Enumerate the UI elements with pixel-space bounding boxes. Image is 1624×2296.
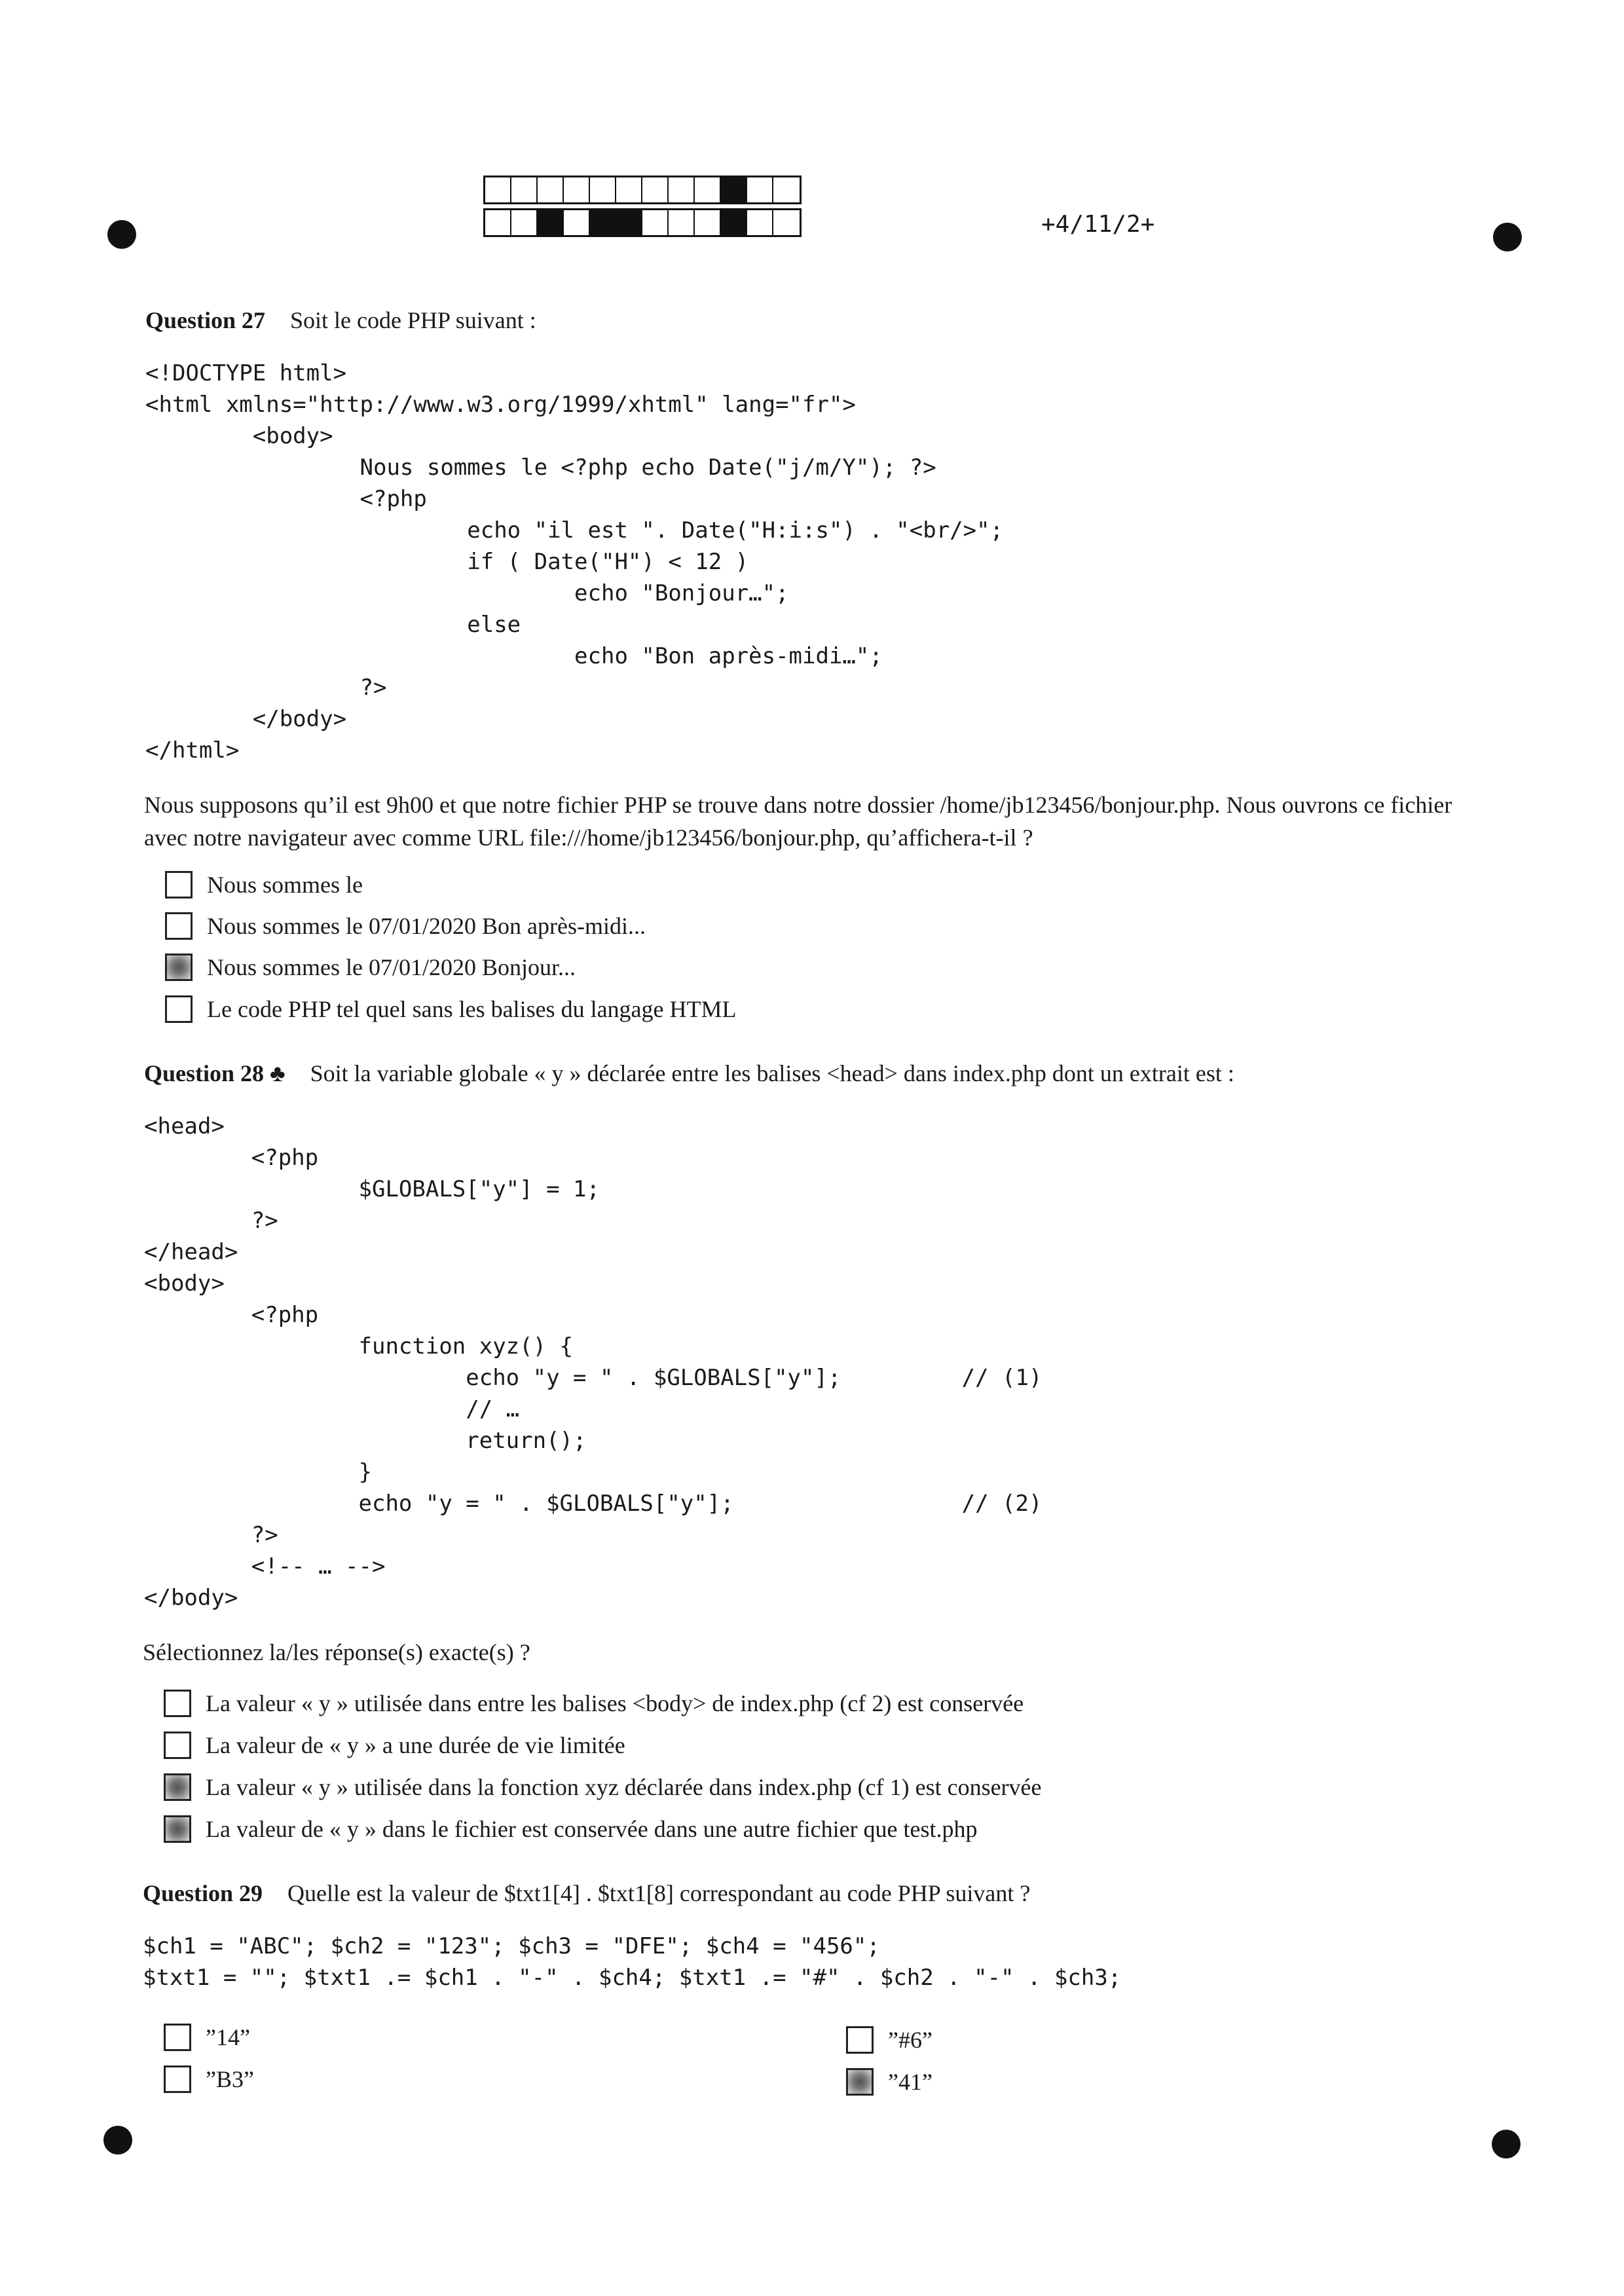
registration-mark-bottom-left	[103, 2126, 132, 2155]
q29-option-2[interactable]	[846, 2026, 932, 2054]
checkbox[interactable]	[165, 995, 193, 1023]
checkbox[interactable]	[164, 1773, 191, 1801]
q28-option-4[interactable]	[164, 1815, 978, 1843]
q27-option-1[interactable]	[165, 871, 363, 898]
q28-paragraph: Sélectionnez la/les réponse(s) exacte(s) ?	[143, 1639, 530, 1665]
option-label: La valeur « y » utilisée dans la fonction xyz déclarée dans index.php (cf 1) est conservée	[206, 1774, 1042, 1800]
code-bar-cell	[485, 177, 511, 202]
q28-option-3[interactable]	[164, 1773, 1042, 1801]
q29-option-1[interactable]	[164, 2024, 250, 2051]
option-label: La valeur de « y » a une durée de vie limitée	[206, 1732, 625, 1758]
q27-option-4[interactable]	[165, 995, 737, 1023]
q28-option-2[interactable]	[164, 1731, 625, 1759]
option-label: Nous sommes le	[207, 872, 363, 898]
q27-title	[145, 306, 536, 334]
q29-title	[143, 1879, 1030, 1907]
code-bar-cell	[511, 177, 538, 202]
code-bar-cell	[721, 210, 747, 235]
code-bar-cell	[538, 177, 564, 202]
code-bar-cell	[747, 210, 773, 235]
registration-mark-top-right	[1493, 223, 1522, 251]
q29-option-3[interactable]	[164, 2065, 254, 2093]
q27-option-3[interactable]	[165, 954, 576, 981]
code-bar-cell	[590, 177, 616, 202]
checkbox[interactable]	[846, 2068, 874, 2096]
code-bar-cell	[564, 177, 590, 202]
q29-number: Question 29	[143, 1880, 263, 1906]
option-label: ”41”	[888, 2069, 932, 2095]
option-label: La valeur « y » utilisée dans entre les balises <body> de index.php (cf 2) est conservée	[206, 1690, 1024, 1716]
code-bar-cell	[695, 177, 721, 202]
code-bar-cell	[773, 210, 800, 235]
q28-title	[144, 1060, 1234, 1087]
option-label: ”#6”	[888, 2027, 932, 2053]
registration-mark-bottom-right	[1492, 2130, 1521, 2158]
code-bar-cell	[695, 210, 721, 235]
code-bar-cell	[747, 177, 773, 202]
option-label: ”B3”	[206, 2066, 254, 2092]
checkbox[interactable]	[164, 1690, 191, 1717]
checkbox[interactable]	[165, 954, 193, 981]
q27-code: <!DOCTYPE html> <html xmlns="http://www.w3.org/1999/xhtml" lang="fr"> <body> Nous sommes le <?php echo Date("j/m/Y"); ?> <?php echo "il est ". Date("H:i:s") . "<br/>"; if ( Date("H") < 12 ) echo "Bonjour…"; else echo "Bon après-midi…"; ?> </body> </html>	[145, 360, 1004, 764]
q28-number: Question 28 ♣	[144, 1060, 286, 1086]
option-label: ”14”	[206, 2024, 250, 2050]
code-bar-cell	[642, 177, 669, 202]
q27-option-2[interactable]	[165, 912, 646, 940]
code-bar-cell	[538, 210, 564, 235]
option-label: Le code PHP tel quel sans les balises du langage HTML	[207, 996, 737, 1022]
checkbox[interactable]	[165, 912, 193, 940]
q28-code: <head> <?php $GLOBALS["y"] = 1; ?> </head> <body> <?php function xyz() { echo "y = " . $GLOBALS["y"]; // (1) // … return(); } echo "y = " . $GLOBALS["y"]; // (2) ?> <!-- … --> </body>	[144, 1113, 1043, 1611]
code-bar-cell	[616, 177, 642, 202]
option-label: Nous sommes le 07/01/2020 Bonjour...	[207, 954, 576, 980]
registration-mark-top-left	[107, 220, 136, 249]
checkbox[interactable]	[164, 1731, 191, 1759]
q28-option-1[interactable]	[164, 1690, 1024, 1717]
code-bar-cell	[590, 210, 616, 235]
q27-number: Question 27	[145, 307, 266, 333]
code-bar-cell	[485, 210, 511, 235]
code-bar-cell	[721, 177, 747, 202]
code-bar-cell	[564, 210, 590, 235]
q29-option-4[interactable]	[846, 2068, 932, 2096]
q29-prompt: Quelle est la valeur de $txt1[4] . $txt1[8] correspondant au code PHP suivant ?	[287, 1880, 1031, 1906]
q27-prompt: Soit le code PHP suivant :	[290, 307, 536, 333]
checkbox[interactable]	[846, 2026, 874, 2054]
option-label: Nous sommes le 07/01/2020 Bon après-midi...	[207, 913, 646, 939]
option-label: La valeur de « y » dans le fichier est conservée dans une autre fichier que test.php	[206, 1816, 978, 1842]
page-code-bar-top	[483, 176, 802, 204]
checkbox[interactable]	[165, 871, 193, 898]
q29-code: $ch1 = "ABC"; $ch2 = "123"; $ch3 = "DFE"; $ch4 = "456"; $txt1 = ""; $txt1 .= $ch1 . "-" . $ch4; $txt1 .= "#" . $ch2 . "-" . $ch3;	[143, 1933, 1122, 1991]
code-bar-cell	[669, 210, 695, 235]
code-bar-cell	[773, 177, 800, 202]
code-bar-cell	[511, 210, 538, 235]
q28-prompt: Soit la variable globale « y » déclarée entre les balises <head> dans index.php dont un extrait est :	[310, 1060, 1234, 1086]
code-bar-cell	[642, 210, 669, 235]
code-bar-cell	[616, 210, 642, 235]
code-bar-cell	[669, 177, 695, 202]
q27-paragraph: Nous supposons qu’il est 9h00 et que notre fichier PHP se trouve dans notre dossier /home/jb123456/bonjour.php. Nous ouvrons ce fichier avec notre navigateur avec comme URL file:///home/jb123456/bonjour.php, qu’affichera-t-il ?	[144, 792, 1452, 851]
page-code-bar-bottom	[483, 208, 802, 237]
page-code-id: +4/11/2+	[1041, 211, 1155, 238]
checkbox[interactable]	[164, 1815, 191, 1843]
checkbox[interactable]	[164, 2024, 191, 2051]
checkbox[interactable]	[164, 2065, 191, 2093]
